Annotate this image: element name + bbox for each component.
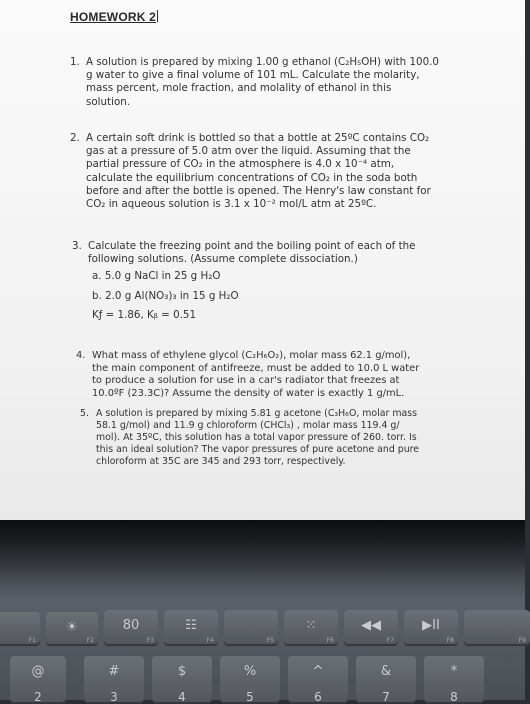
- launchpad-icon: ☷: [185, 618, 197, 633]
- question-number: 5.: [80, 408, 89, 419]
- key-shift-symbol: %: [243, 664, 257, 679]
- key-shift-symbol: &: [380, 664, 392, 679]
- question-line: calculate the equilibrium concentrations of CO₂ in the soda both: [86, 171, 418, 184]
- question-3: [72, 240, 508, 322]
- key-f5[interactable]: [224, 610, 278, 646]
- key-f8[interactable]: [404, 610, 458, 646]
- question-line: g water to give a final volume of 101 mL. Calculate the molarity,: [86, 69, 420, 82]
- key-f6[interactable]: [284, 610, 338, 646]
- question-5: [80, 408, 511, 468]
- key-fn-label: F5: [266, 637, 274, 644]
- key-fn-label: F4: [206, 637, 214, 644]
- key-digit: 4: [178, 690, 186, 704]
- question-line: partial pressure of CO₂ in the atmosphere is 4.0 x 10⁻⁴ atm,: [86, 158, 395, 171]
- question-line: before and after the bottle is opened. The Henry's law constant for: [86, 184, 431, 197]
- key-7[interactable]: [356, 656, 416, 704]
- key-digit: 2: [34, 690, 42, 704]
- laptop-keyboard-area: [0, 520, 526, 704]
- key-fn-label: F6: [326, 637, 334, 644]
- question-line: this an ideal solution? The vapor pressures of pure acetone and pure: [96, 444, 420, 455]
- question-number: 2.: [70, 132, 80, 144]
- rewind-icon: ◀◀: [361, 618, 381, 633]
- question-line: solution.: [86, 95, 131, 108]
- question-4: [76, 350, 512, 400]
- key-4[interactable]: [152, 656, 212, 704]
- question-line: chloroform at 35C are 345 and 293 torr, respectively.: [96, 456, 346, 467]
- key-digit: 8: [450, 690, 458, 704]
- question-line: What mass of ethylene glycol (C₂H₆O₂), molar mass 62.1 g/mol),: [92, 350, 411, 361]
- question-line: following solutions. (Assume complete dissociation.): [88, 253, 358, 266]
- key-f4[interactable]: [164, 610, 218, 646]
- key-shift-symbol: $: [177, 664, 187, 679]
- key-f1[interactable]: [0, 612, 40, 646]
- question-1: [70, 56, 506, 109]
- key-f3[interactable]: [104, 610, 158, 646]
- question-number: 3.: [72, 240, 82, 252]
- question-line: 58.1 g/mol) and 11.9 g chloroform (CHCl₃) , molar mass 119.4 g/: [96, 420, 400, 431]
- question-item: Kƒ = 1.86, Kᵦ = 0.51: [92, 308, 197, 321]
- key-5[interactable]: [220, 656, 280, 704]
- key-8[interactable]: [424, 656, 484, 704]
- screen-bezel: [0, 520, 525, 580]
- key-fn-label: F7: [386, 637, 394, 644]
- key-shift-symbol: #: [108, 664, 120, 679]
- question-number: 4.: [76, 350, 86, 361]
- question-item: a. 5.0 g NaCl in 25 g H₂O: [92, 270, 221, 283]
- brightness-icon: ☀: [66, 620, 78, 635]
- key-digit: 3: [110, 690, 118, 704]
- key-3[interactable]: [84, 656, 144, 704]
- key-f9[interactable]: [464, 610, 530, 646]
- question-line: the main component of antifreeze, must be added to 10.0 L water: [92, 362, 420, 374]
- key-digit: 7: [382, 690, 390, 704]
- key-fn-label: F9: [518, 637, 526, 644]
- key-f2[interactable]: [46, 612, 98, 646]
- question-line: A solution is prepared by mixing 1.00 g ethanol (C₂H₅OH) with 100.0: [86, 56, 439, 68]
- question-line: A certain soft drink is bottled so that a bottle at 25ºC contains CO₂: [86, 132, 430, 144]
- key-fn-label: F3: [146, 637, 154, 644]
- question-line: to produce a solution for use in a car's radiator that freezes at: [92, 375, 400, 387]
- key-shift-symbol: *: [450, 664, 458, 679]
- key-fn-label: F1: [28, 637, 36, 644]
- key-f7[interactable]: [344, 610, 398, 646]
- page-title: HOMEWORK 2: [70, 10, 156, 24]
- question-line: mol). At 35ºC, this solution has a total vapor pressure of 260. torr. Is: [96, 432, 417, 443]
- key-fn-label: F8: [446, 637, 454, 644]
- key-digit: 5: [246, 690, 254, 704]
- question-line: 10.0ºF (23.3C)? Assume the density of water is exactly 1 g/mL.: [92, 387, 405, 399]
- question-line: Calculate the freezing point and the boiling point of each of the: [88, 240, 416, 252]
- question-line: gas at a pressure of 5.0 atm over the liquid. Assuming that the: [86, 145, 411, 158]
- key-shift-symbol: @: [31, 664, 45, 679]
- mission-control-icon: 80: [122, 618, 140, 633]
- question-line: CO₂ in aqueous solution is 3.1 x 10⁻² mol/L atm at 25ºC.: [86, 198, 377, 211]
- play-pause-icon: ▶II: [422, 618, 440, 633]
- keyboard-backlight-icon: ⁙: [305, 618, 317, 633]
- key-6[interactable]: [288, 656, 348, 704]
- question-item: b. 2.0 g Al(NO₃)₃ in 15 g H₂O: [92, 289, 239, 302]
- key-2[interactable]: [10, 656, 66, 704]
- question-number: 1.: [70, 56, 80, 68]
- key-digit: 6: [314, 690, 322, 704]
- key-fn-label: F2: [86, 637, 94, 644]
- question-line: A solution is prepared by mixing 5.81 g acetone (C₃H₆O, molar mass: [96, 408, 417, 419]
- key-shift-symbol: ^: [312, 664, 324, 679]
- question-2: [70, 132, 506, 211]
- question-line: mass percent, mole fraction, and molality of ethanol in this: [86, 82, 392, 95]
